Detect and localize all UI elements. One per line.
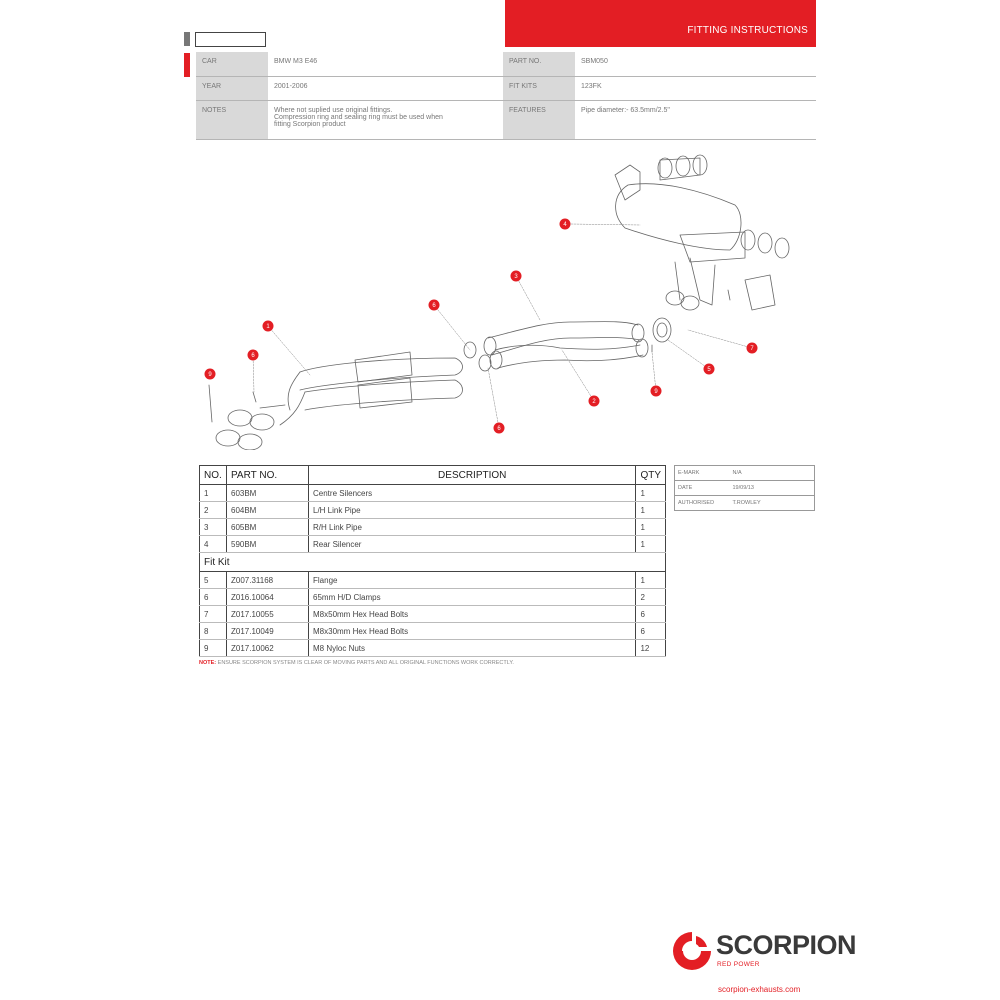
table-row: 5 Z007.31168 Flange 1 <box>200 572 666 589</box>
svg-text:6: 6 <box>497 426 501 432</box>
callout-7 <box>747 343 758 354</box>
part-no-label: PART NO. <box>503 52 575 76</box>
callout-1 <box>263 321 274 332</box>
svg-text:9: 9 <box>654 389 658 395</box>
notes-value <box>268 100 503 139</box>
approval-row-authorised: AUTHORISED T.ROWLEY <box>675 496 815 511</box>
table-row: 7 Z017.10055 M8x50mm Hex Head Bolts 6 <box>200 606 666 623</box>
safety-note <box>199 660 514 666</box>
scorpion-logo-icon <box>671 930 713 972</box>
fit-kit-heading-row <box>200 553 666 572</box>
info-row-year <box>196 76 816 100</box>
features-value: Pipe diameter:- 63.5mm/2.5" <box>575 100 816 139</box>
callout-9-right <box>651 386 662 397</box>
callout-3 <box>511 271 522 282</box>
svg-text:6: 6 <box>251 353 255 359</box>
notes-line-3: fitting Scorpion product <box>274 120 346 128</box>
exhaust-exploded-diagram <box>195 150 815 450</box>
fit-kits-label: FIT KITS <box>503 76 575 100</box>
features-label: FEATURES <box>503 100 575 139</box>
parts-table <box>199 465 666 657</box>
page-title: FITTING INSTRUCTIONS <box>687 25 808 36</box>
website-link[interactable]: scorpion-exhausts.com <box>718 985 801 994</box>
logo-tagline: RED POWER <box>717 961 760 968</box>
centre-silencers-drawing <box>209 352 463 450</box>
logo-wordmark: SCORPION <box>716 930 857 960</box>
callout-9-left <box>205 369 216 380</box>
callout-6-bottom <box>494 423 505 434</box>
year-label: YEAR <box>196 76 268 100</box>
flange-drawing <box>652 318 671 352</box>
callout-5 <box>704 364 715 375</box>
note-text: ENSURE SCORPION SYSTEM IS CLEAR OF MOVING PARTS AND ALL ORIGINAL FUNCTIONS WORK CORRECTLY. <box>216 660 514 666</box>
notes-line-1: Where not suplied use original fittings. <box>274 106 393 114</box>
callout-6-top <box>429 300 440 311</box>
fit-kits-value: 123FK <box>575 76 816 100</box>
rear-silencer-drawing <box>615 155 789 310</box>
approval-row-emark: E-MARK N/A <box>675 466 815 481</box>
approval-table <box>674 465 815 511</box>
link-pipes-drawing <box>464 322 648 371</box>
vehicle-info-table <box>196 52 816 140</box>
table-row: 4 590BM Rear Silencer 1 <box>200 536 666 553</box>
table-row: 6 Z016.10064 65mm H/D Clamps 2 <box>200 589 666 606</box>
svg-text:2: 2 <box>592 399 596 405</box>
approval-row-date: DATE 19/09/13 <box>675 481 815 496</box>
table-row: 2 604BM L/H Link Pipe 1 <box>200 502 666 519</box>
part-no-value: SBM050 <box>575 52 816 76</box>
header-qty: QTY <box>636 466 666 485</box>
header-red-marker <box>184 53 190 77</box>
info-row-car <box>196 52 816 76</box>
svg-text:1: 1 <box>266 324 270 330</box>
car-label: CAR <box>196 52 268 76</box>
note-prefix: NOTE: <box>199 660 217 666</box>
table-row: 8 Z017.10049 M8x30mm Hex Head Bolts 6 <box>200 623 666 640</box>
header-no: NO. <box>200 466 227 485</box>
svg-text:7: 7 <box>750 346 754 352</box>
notes-label: NOTES <box>196 100 268 139</box>
year-value: 2001-2006 <box>268 76 503 100</box>
svg-text:5: 5 <box>707 367 711 373</box>
svg-text:9: 9 <box>208 372 212 378</box>
callout-6-left <box>248 350 259 361</box>
fit-kit-heading: Fit Kit <box>200 553 666 572</box>
table-row: 9 Z017.10062 M8 Nyloc Nuts 12 <box>200 640 666 657</box>
info-row-notes <box>196 100 816 139</box>
header-description: DESCRIPTION <box>309 466 636 485</box>
svg-text:6: 6 <box>432 303 436 309</box>
table-row: 3 605BM R/H Link Pipe 1 <box>200 519 666 536</box>
svg-text:3: 3 <box>514 274 518 280</box>
callout-2 <box>589 396 600 407</box>
header-grey-marker <box>184 32 190 46</box>
car-value: BMW M3 E46 <box>268 52 503 76</box>
callout-4 <box>560 219 571 230</box>
table-row: 1 603BM Centre Silencers 1 <box>200 485 666 502</box>
notes-line-2: Compression ring and sealing ring must be used when <box>274 113 443 121</box>
svg-text:4: 4 <box>563 222 567 228</box>
header-blank-box <box>195 32 266 47</box>
header-part-no: PART NO. <box>227 466 309 485</box>
leader-lines <box>253 224 752 428</box>
parts-header-row <box>200 466 666 485</box>
